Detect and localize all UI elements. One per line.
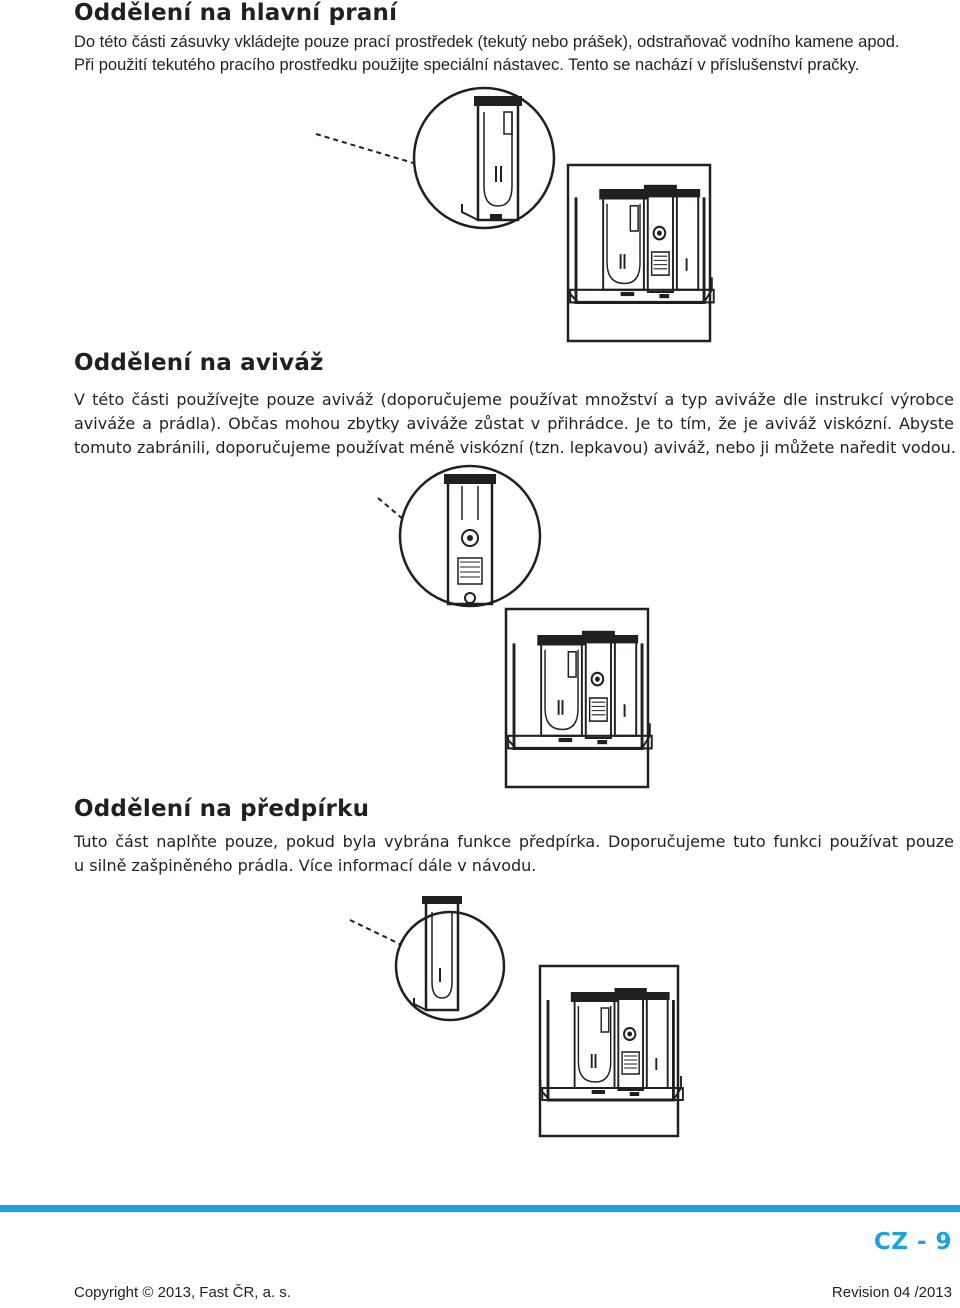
text-line: Do této části zásuvky vkládejte pouze prací prostředek (tekutý nebo prášek), odstraňovač vodního kamene apod. bbox=[74, 33, 900, 51]
prewash-drawer bbox=[540, 966, 683, 1136]
text-line: Při použití tekutého pracího prostředku použijte speciální nástavec. Tento se nachází v příslušenství pračky. bbox=[74, 56, 860, 74]
text-line: tomuto zabránili, doporučujeme používat méně viskózní (tzn. lepkavou) aviváž, nebo ji můžete naředit vodou. bbox=[74, 438, 956, 457]
prewash-detail-circle bbox=[350, 896, 504, 1020]
main-wash-drawer bbox=[568, 165, 714, 341]
text-line: V této části používejte pouze aviváž (doporučujeme používat množství a typ aviváže dle instrukcí výrobce bbox=[74, 390, 954, 409]
section-title-softener: Oddělení na aviváž bbox=[74, 350, 324, 376]
section-title-main-wash: Oddělení na hlavní praní bbox=[74, 0, 398, 26]
revision-text: Revision 04 /2013 bbox=[831, 1284, 952, 1301]
copyright-text: Copyright © 2013, Fast ČR, a. s. bbox=[74, 1284, 291, 1301]
footer-rule bbox=[0, 1205, 960, 1212]
section-title-prewash: Oddělení na předpírku bbox=[74, 796, 370, 822]
text-line: Tuto část naplňte pouze, pokud byla vybrána funkce předpírka. Doporučujeme tuto funkci používat pouze bbox=[74, 832, 954, 851]
text-line: aviváže a prádla). Občas mohou zbytky aviváže zůstat v přihrádce. Je to tím, že je aviváž viskózní. Abyste bbox=[74, 414, 954, 433]
text-line: u silně zašpiněného prádla. Více informací dále v návodu. bbox=[74, 856, 537, 875]
page-number: CZ - 9 bbox=[873, 1229, 952, 1255]
main-wash-detail-circle bbox=[316, 88, 554, 228]
softener-drawer bbox=[506, 609, 652, 787]
softener-detail-circle bbox=[378, 466, 540, 606]
